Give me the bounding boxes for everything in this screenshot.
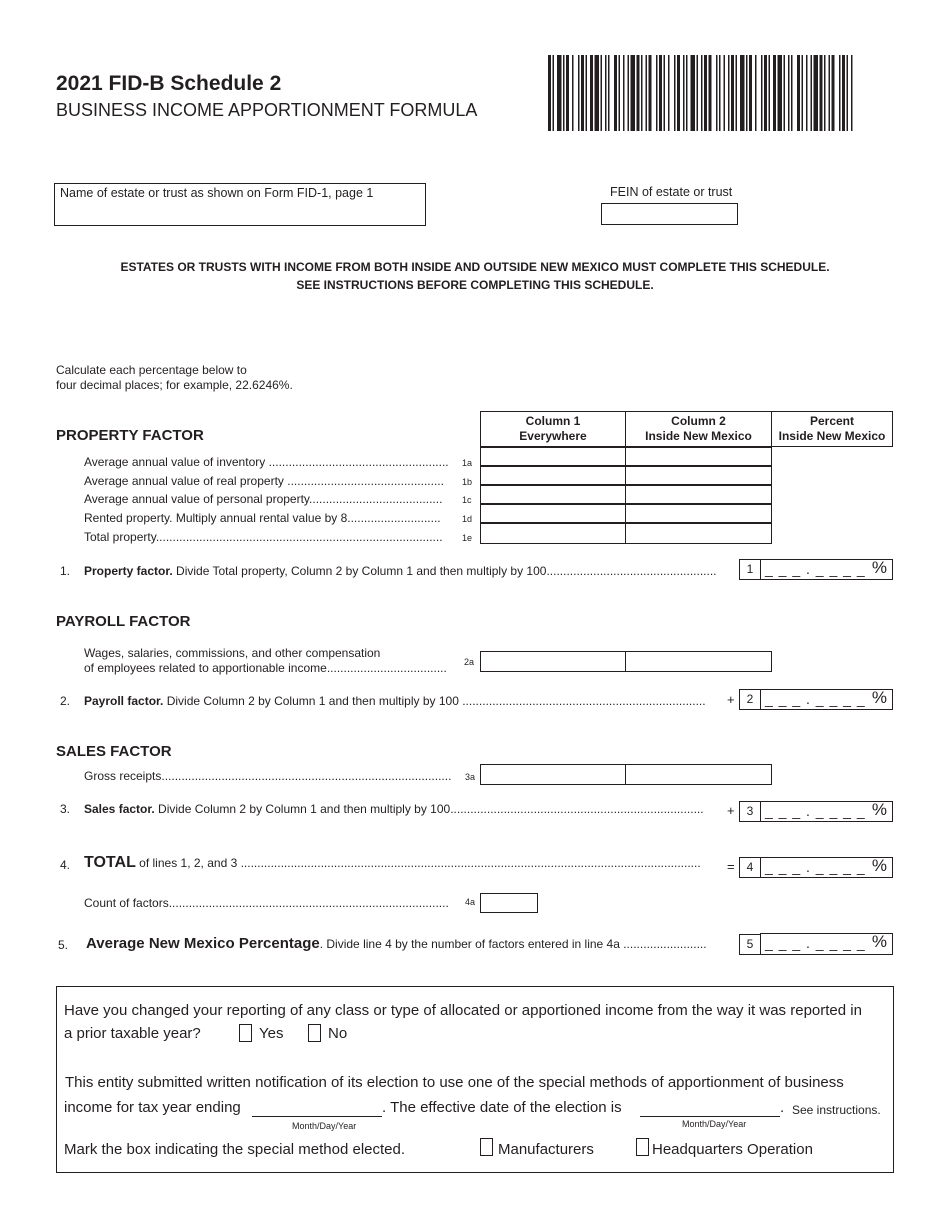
form-subtitle: BUSINESS INCOME APPORTIONMENT FORMULA bbox=[56, 100, 478, 120]
reporting-change-question-line-2: a prior taxable year? bbox=[64, 1025, 201, 1042]
line-1d-column-1-input[interactable] bbox=[480, 504, 626, 523]
line-number-1c: 1c bbox=[462, 495, 472, 505]
line-1a-column-1-input[interactable] bbox=[480, 447, 626, 466]
sales-row-label: Gross receipts....................................................................................... bbox=[84, 769, 452, 783]
percent-symbol: % bbox=[871, 800, 888, 819]
notice-line-2: SEE INSTRUCTIONS BEFORE COMPLETING THIS SCHEDULE. bbox=[296, 278, 654, 292]
column-1-subtitle: Everywhere bbox=[519, 428, 587, 443]
line-2a-column-2-input[interactable] bbox=[625, 651, 772, 672]
estate-name-label: Name of estate or trust as shown on Form FID-1, page 1 bbox=[60, 186, 374, 200]
column-2-title: Column 2 bbox=[671, 414, 726, 428]
election-notice-line-1: This entity submitted written notification of its election to use one of the special methods of apportionment of business bbox=[65, 1074, 844, 1091]
line-5-description: Average New Mexico Percentage. Divide line 4 by the number of factors entered in line 4a ......................... bbox=[86, 935, 707, 952]
yes-label: Yes bbox=[259, 1025, 284, 1042]
special-method-instruction: Mark the box indicating the special method elected. bbox=[64, 1141, 406, 1158]
notice-line-1: ESTATES OR TRUSTS WITH INCOME FROM BOTH INSIDE AND OUTSIDE NEW MEXICO MUST COMPLETE THIS SCHEDULE. bbox=[120, 260, 830, 274]
line-1-number: 1. bbox=[60, 564, 71, 578]
percent-symbol: % bbox=[871, 688, 888, 707]
effective-date-label: . The effective date of the election is bbox=[382, 1099, 622, 1116]
line-3a-column-2-input[interactable] bbox=[625, 764, 772, 785]
property-row-1a-label: Average annual value of inventory ...................................................... bbox=[84, 455, 449, 469]
line-number-1e: 1e bbox=[462, 533, 473, 543]
see-instructions-note: See instructions. bbox=[792, 1103, 881, 1117]
line-1c-column-2-input[interactable] bbox=[625, 485, 772, 504]
percent-mask: _ _ _ . _ _ _ _ bbox=[765, 691, 866, 707]
line-number-2a: 2a bbox=[464, 657, 475, 667]
line-4-equals-sign: = bbox=[727, 859, 735, 874]
no-checkbox[interactable] bbox=[308, 1024, 321, 1042]
line-number-4a: 4a bbox=[465, 897, 476, 907]
line-2-description: Payroll factor. Divide Column 2 by Column 1 and then multiply by 100 ......................................................................... bbox=[84, 694, 706, 708]
line-3-box: 3 bbox=[739, 801, 761, 822]
line-number-1b: 1b bbox=[462, 477, 473, 487]
count-of-factors-input[interactable] bbox=[480, 893, 538, 913]
percent-mask: _ _ _ . _ _ _ _ bbox=[765, 561, 866, 577]
line-3-percent-input[interactable] bbox=[760, 801, 893, 822]
fein-field[interactable] bbox=[601, 203, 738, 225]
headquarters-operation-label: Headquarters Operation bbox=[652, 1141, 813, 1158]
line-1-box: 1 bbox=[739, 559, 761, 580]
calc-note-line-1: Calculate each percentage below to bbox=[56, 363, 247, 377]
line-2-percent-input[interactable] bbox=[760, 689, 893, 710]
percent-symbol: % bbox=[871, 932, 888, 951]
date-format-hint-1: Month/Day/Year bbox=[292, 1121, 357, 1131]
property-row-1b-label: Average annual value of real property ............................................... bbox=[84, 474, 444, 488]
column-2-subtitle: Inside New Mexico bbox=[645, 428, 752, 443]
tax-year-ending-label: income for tax year ending bbox=[64, 1099, 241, 1116]
percent-symbol: % bbox=[871, 856, 888, 875]
tax-year-ending-date-input[interactable] bbox=[252, 1099, 382, 1117]
barcode bbox=[548, 55, 854, 131]
manufacturers-label: Manufacturers bbox=[498, 1141, 594, 1158]
fein-label: FEIN of estate or trust bbox=[610, 185, 733, 199]
line-1-description: Property factor. Divide Total property, Column 2 by Column 1 and then multiply by 100................................................... bbox=[84, 564, 717, 578]
headquarters-operation-checkbox[interactable] bbox=[636, 1138, 649, 1156]
column-1-header bbox=[480, 411, 626, 447]
line-3-number: 3. bbox=[60, 802, 71, 816]
line-number-1d: 1d bbox=[462, 514, 473, 524]
line-3-description: Sales factor. Divide Column 2 by Column 1 and then multiply by 100............................................................................ bbox=[84, 802, 704, 816]
line-5-percent-input[interactable] bbox=[760, 933, 893, 955]
line-4-percent-input[interactable] bbox=[760, 857, 893, 878]
line-1-percent-input[interactable] bbox=[760, 559, 893, 580]
reporting-change-question-line-1: Have you changed your reporting of any class or type of allocated or apportioned income from the way it was reported in bbox=[64, 1002, 862, 1019]
line-4-description: TOTAL of lines 1, 2, and 3 .......................................................................................................................................... bbox=[84, 854, 701, 871]
yes-checkbox[interactable] bbox=[239, 1024, 252, 1042]
sales-factor-heading: SALES FACTOR bbox=[56, 743, 172, 760]
percent-column-title: Percent bbox=[809, 414, 855, 428]
line-1b-column-2-input[interactable] bbox=[625, 466, 772, 485]
effective-date-input[interactable] bbox=[640, 1099, 780, 1117]
percent-mask: _ _ _ . _ _ _ _ bbox=[765, 803, 866, 819]
line-4-number: 4. bbox=[60, 858, 71, 872]
line-number-3a: 3a bbox=[465, 772, 476, 782]
percent-column-header bbox=[771, 411, 893, 447]
election-period: . bbox=[780, 1099, 785, 1116]
property-row-1d-label: Rented property. Multiply annual rental value by 8............................ bbox=[84, 511, 441, 525]
payroll-factor-heading: PAYROLL FACTOR bbox=[56, 613, 191, 630]
date-format-hint-2: Month/Day/Year bbox=[682, 1119, 747, 1129]
percent-mask: _ _ _ . _ _ _ _ bbox=[765, 859, 866, 875]
property-row-1e-label: Total property...................................................................................... bbox=[84, 530, 443, 544]
payroll-row-label-line-1: Wages, salaries, commissions, and other compensation bbox=[84, 646, 381, 660]
line-5-box: 5 bbox=[739, 934, 761, 955]
line-1a-column-2-input[interactable] bbox=[625, 447, 772, 466]
no-label: No bbox=[328, 1025, 348, 1042]
line-1c-column-1-input[interactable] bbox=[480, 485, 626, 504]
line-1d-column-2-input[interactable] bbox=[625, 504, 772, 523]
line-5-number: 5. bbox=[58, 938, 69, 952]
line-3-plus-sign: + bbox=[727, 803, 735, 818]
estate-name-field[interactable] bbox=[54, 183, 426, 226]
line-1e-column-1-input[interactable] bbox=[480, 523, 626, 544]
percent-mask: _ _ _ . _ _ _ _ bbox=[765, 935, 866, 951]
calc-note-line-2: four decimal places; for example, 22.6246%. bbox=[56, 378, 293, 392]
line-1e-column-2-input[interactable] bbox=[625, 523, 772, 544]
line-number-1a: 1a bbox=[462, 458, 473, 468]
column-1-title: Column 1 bbox=[525, 414, 581, 428]
column-2-header bbox=[625, 411, 772, 447]
property-row-1c-label: Average annual value of personal property........................................ bbox=[84, 492, 443, 506]
count-of-factors-label: Count of factors.................................................................................... bbox=[84, 896, 449, 910]
line-2-number: 2. bbox=[60, 694, 71, 708]
line-3a-column-1-input[interactable] bbox=[480, 764, 626, 785]
line-2-plus-sign: + bbox=[727, 692, 735, 707]
percent-symbol: % bbox=[871, 558, 888, 577]
manufacturers-checkbox[interactable] bbox=[480, 1138, 493, 1156]
line-2-box: 2 bbox=[739, 689, 761, 710]
payroll-row-label-line-2: of employees related to apportionable income.................................... bbox=[84, 661, 447, 675]
election-section bbox=[56, 986, 894, 1173]
line-1b-column-1-input[interactable] bbox=[480, 466, 626, 485]
line-2a-column-1-input[interactable] bbox=[480, 651, 626, 672]
form-title: 2021 FID-B Schedule 2 bbox=[56, 72, 282, 95]
percent-column-subtitle: Inside New Mexico bbox=[778, 428, 886, 443]
line-4-box: 4 bbox=[739, 857, 761, 878]
property-factor-heading: PROPERTY FACTOR bbox=[56, 427, 204, 444]
